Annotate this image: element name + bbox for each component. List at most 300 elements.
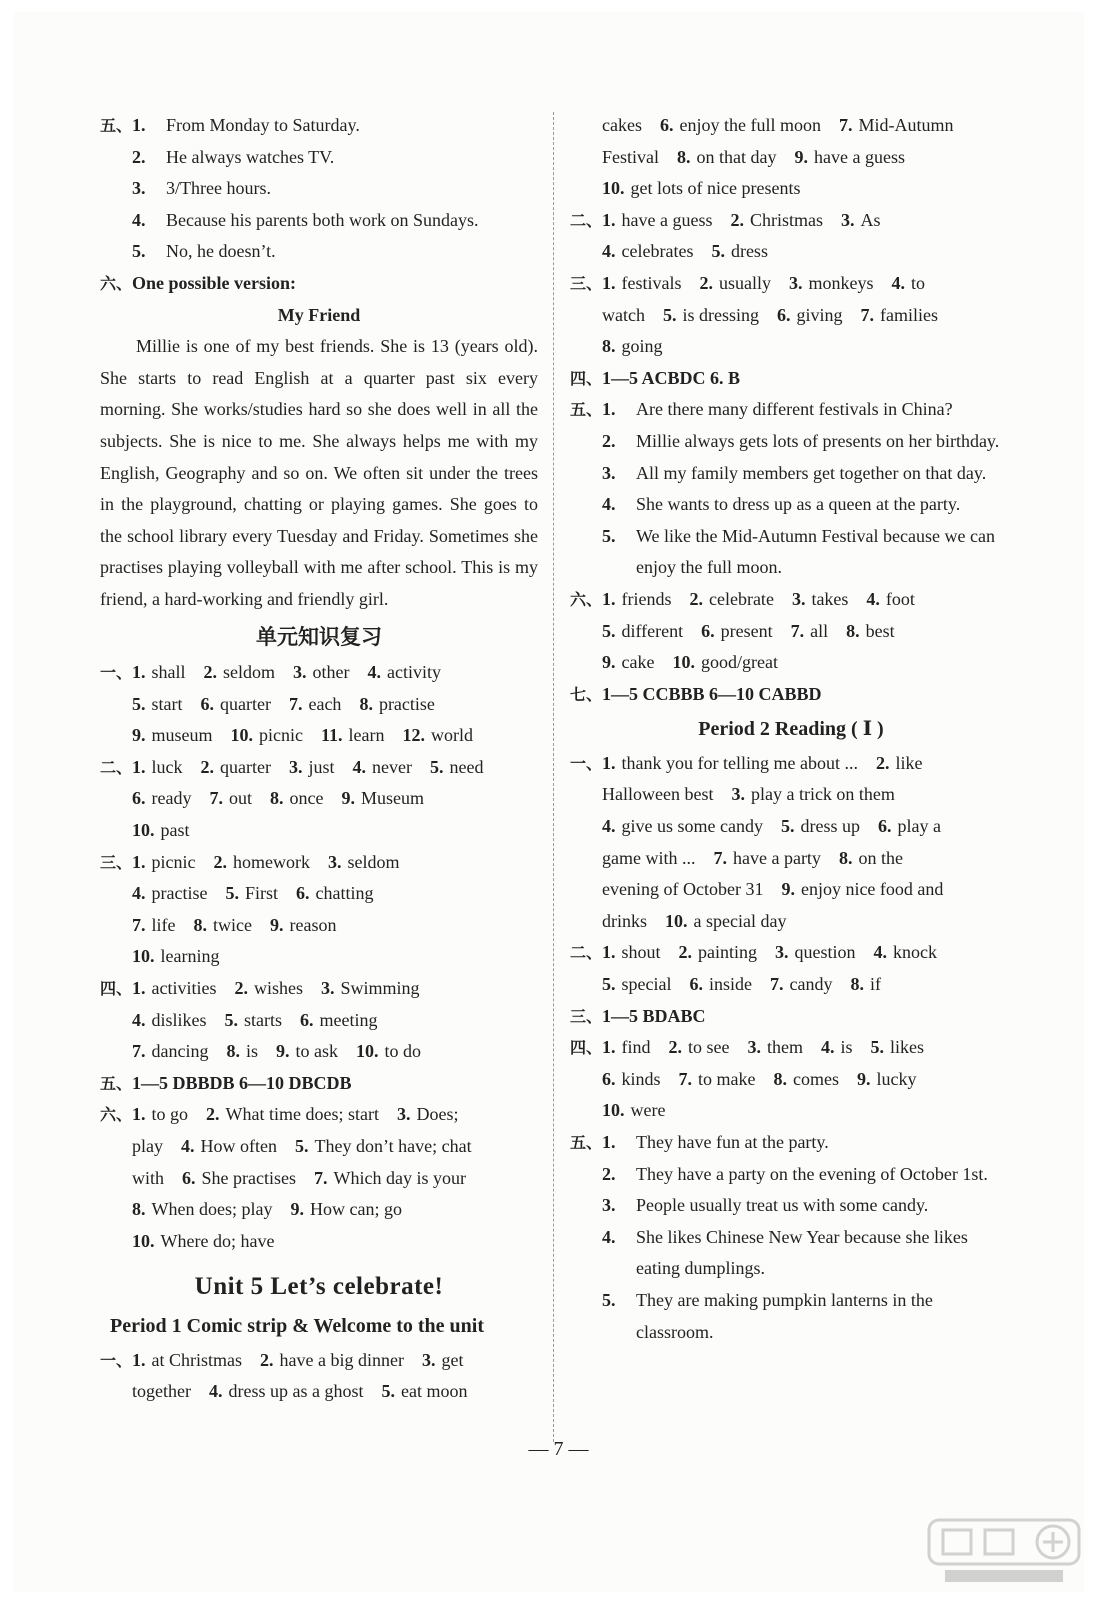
answer-item (270, 783, 323, 815)
answer-item (290, 1194, 401, 1226)
answer-number: 2. (678, 942, 693, 963)
answer-item (341, 783, 424, 815)
answer-text: dislikes (151, 1009, 207, 1030)
answer-number: 5. (711, 241, 725, 262)
answer-item (878, 811, 941, 843)
answer-item (602, 1095, 665, 1127)
answer-row (100, 720, 538, 752)
answer-number: 8. (226, 1041, 240, 1062)
answer-number: 3. (747, 1037, 761, 1058)
answer-number: 6. (602, 1068, 616, 1089)
answer-item (194, 910, 252, 942)
answer-number: 10. (356, 1041, 379, 1062)
answer-text: dress (730, 241, 768, 262)
answer-item (321, 720, 385, 752)
answer-number: 5. (225, 883, 239, 904)
review-6 (100, 1099, 538, 1257)
answer-text: They are making pumpkin lanterns in the classroom. (636, 1289, 933, 1342)
answer-row (570, 394, 1012, 426)
answer-text: have a guess (621, 209, 713, 230)
review-heading: 单元知识复习 (256, 624, 382, 649)
answer-item (679, 937, 758, 969)
answer-number: 5. (780, 816, 795, 837)
answer-number: 1. (132, 756, 146, 777)
answer-text: find (621, 1037, 651, 1058)
answer-row (100, 1005, 538, 1037)
answer-number: 2. (213, 851, 227, 872)
answer-item (381, 1376, 467, 1408)
answer-number: 3. (320, 978, 335, 999)
answer-row (570, 268, 1012, 300)
answer-number: 2. (260, 1349, 274, 1370)
answer-text: foot (885, 588, 915, 609)
answer-text: practise (378, 693, 435, 714)
answer-item (209, 783, 252, 815)
answer-text: Festival (602, 146, 659, 167)
answer-row (570, 874, 1012, 906)
answer-items (602, 205, 899, 237)
answer-item (132, 1226, 274, 1258)
answer-text: First (244, 883, 278, 904)
column-divider (553, 112, 554, 1442)
section-prefix: 五、 (570, 400, 603, 420)
answer-text: to go (151, 1104, 189, 1125)
answer-text: meeting (319, 1009, 378, 1030)
answer-number: 10. (602, 178, 625, 199)
answer-items (602, 906, 804, 938)
answer-row (100, 1036, 538, 1068)
answer-row (570, 811, 1012, 843)
period-2-q1 (570, 748, 1012, 938)
answer-item (892, 268, 926, 300)
answer-number: 3. (421, 1349, 436, 1370)
answer-text: drinks (602, 910, 647, 931)
section-prefix: 一、 (100, 1350, 133, 1370)
answer-number: 6. (689, 974, 703, 995)
answer-text: twice (213, 914, 252, 935)
answer-text: 1—5 ACBDC 6. B (602, 367, 741, 388)
answer-row (100, 689, 538, 721)
answer-text: takes (811, 588, 849, 609)
answer-number: 1. (132, 115, 146, 135)
answer-text: enjoy the full moon (679, 115, 821, 135)
answer-number: 10. (230, 725, 253, 746)
answer-text: a special day (693, 910, 787, 931)
answer-text: lucky (876, 1068, 917, 1089)
answer-item (602, 584, 671, 616)
answer-text: All my family members get together on that day. (636, 462, 987, 483)
answer-item (402, 720, 473, 752)
answer-number: 10. (665, 910, 688, 931)
answer-number: 5. (602, 1289, 616, 1310)
answer-items (132, 1226, 292, 1258)
answer-item (367, 657, 440, 689)
answer-row (100, 847, 538, 879)
answer-row (570, 1190, 1012, 1222)
answer-item (356, 1036, 421, 1068)
answer-item (672, 647, 777, 679)
answer-row (570, 969, 1012, 1001)
answer-row (570, 906, 1012, 938)
answer-number: 8. (850, 974, 864, 995)
period-1-q5 (570, 394, 1012, 584)
answer-number: 7. (790, 620, 805, 641)
answer-item (206, 1099, 379, 1131)
answer-item (132, 752, 183, 784)
answer-items (132, 720, 491, 752)
answer-item (660, 110, 821, 142)
answer-text: Halloween best (602, 784, 714, 805)
answer-number: 6. (776, 304, 791, 325)
answer-item (602, 874, 763, 906)
answer-row (100, 815, 538, 847)
answer-number: 10. (672, 652, 695, 673)
answer-item (602, 906, 647, 938)
answer-item (874, 937, 938, 969)
answer-item (132, 783, 191, 815)
answer-text: to do (384, 1041, 422, 1062)
answer-item (328, 847, 400, 879)
answer-item (132, 689, 183, 721)
answer-items (602, 110, 971, 142)
section-prefix: 一、 (100, 663, 133, 683)
answer-number: 7. (288, 693, 303, 714)
answer-item (602, 331, 663, 363)
answer-number: 1. (132, 1349, 146, 1370)
answer-item (321, 973, 420, 1005)
answer-item (201, 689, 271, 721)
answer-text: present (720, 620, 773, 641)
answer-number: 6. (182, 1167, 196, 1188)
answer-item (209, 1376, 363, 1408)
answer-item (821, 1032, 853, 1064)
answer-number: 4. (602, 816, 616, 837)
answer-number: 6. (200, 693, 214, 714)
review-4 (100, 973, 538, 1068)
answer-item (602, 843, 695, 875)
answer-text: practise (151, 883, 208, 904)
answer-items (132, 910, 354, 942)
answer-item (794, 142, 904, 174)
answer-items (132, 657, 459, 689)
answer-item (792, 584, 848, 616)
answer-text: dancing (151, 1041, 209, 1062)
answer-item (204, 657, 276, 689)
answer-text: activity (386, 662, 441, 683)
answer-text: Mid-Autumn (858, 115, 954, 135)
answer-number: 3. (840, 209, 855, 230)
answer-text: life (151, 914, 176, 935)
answer-number: 4. (602, 1226, 616, 1247)
answer-item (132, 1005, 207, 1037)
answer-number: 6. (659, 115, 674, 135)
answer-item (602, 969, 671, 1001)
answer-item (132, 878, 207, 910)
section-5 (100, 110, 538, 268)
answer-number: 10. (132, 820, 155, 841)
section-prefix: 五、 (100, 116, 133, 135)
answer-items (132, 1005, 396, 1037)
answer-items (602, 268, 943, 300)
answer-number: 3. (293, 662, 307, 683)
answer-text: families (880, 304, 938, 325)
answer-text: were (630, 1100, 666, 1121)
answer-item (602, 811, 763, 843)
answer-number: 9. (276, 1041, 290, 1062)
answer-number: 4. (866, 588, 880, 609)
answer-item (225, 878, 278, 910)
answer-text: He always watches TV. (166, 146, 335, 167)
answer-number: 4. (891, 272, 905, 293)
answer-number: 7. (209, 788, 223, 809)
answer-number: 5. (429, 756, 444, 777)
answer-text: picnic (151, 851, 196, 872)
answer-number: 3. (789, 272, 803, 293)
answer-item (225, 1005, 283, 1037)
answer-text: different (621, 620, 684, 641)
answer-row (570, 1064, 1012, 1096)
answer-number: 5. (602, 974, 616, 995)
answer-text: From Monday to Saturday. (166, 115, 360, 135)
answer-items (132, 878, 391, 910)
answer-item (861, 300, 938, 332)
answer-number: 1. (602, 588, 616, 609)
answer-number: 3. (775, 942, 789, 963)
answer-text: good/great (700, 652, 778, 673)
answer-number: 4. (820, 1037, 835, 1058)
answer-number: 5. (294, 1136, 309, 1156)
answer-number: 5. (870, 1037, 884, 1058)
answer-row (100, 110, 538, 142)
answer-row (570, 426, 1012, 458)
answer-text: We like the Mid-Autumn Festival because we can enjoy the full moon. (636, 525, 995, 578)
answer-item (132, 847, 195, 879)
answer-text: celebrates (621, 241, 694, 262)
answer-number: 8. (677, 146, 691, 167)
answer-number: 2. (602, 1163, 616, 1184)
answer-text: give us some candy (621, 816, 763, 837)
answer-number: 7. (769, 974, 784, 995)
answer-item (132, 657, 186, 689)
answer-text: giving (796, 304, 843, 325)
answer-items (602, 616, 913, 648)
answer-number: 8. (270, 788, 284, 809)
answer-items (602, 236, 786, 268)
answer-items (602, 874, 961, 906)
answer-items (602, 173, 818, 205)
answer-number: 1. (602, 1037, 616, 1058)
answer-number: 2. (234, 978, 248, 999)
answer-item (876, 748, 923, 780)
answer-items (602, 779, 913, 811)
answer-number: 5. (662, 304, 677, 325)
answer-item (602, 205, 712, 237)
answer-text: if (869, 974, 881, 995)
answer-items (132, 815, 208, 847)
answer-items (132, 1036, 439, 1068)
answer-items (602, 300, 956, 332)
answer-number: 12. (402, 725, 425, 746)
answer-text: cake (621, 652, 655, 673)
answer-number: 2. (730, 209, 744, 230)
answer-item (602, 300, 645, 332)
answer-text: She wants to dress up as a queen at the party. (636, 494, 961, 515)
answer-row (570, 489, 1012, 521)
answer-text: monkeys (808, 272, 874, 293)
answer-text: going (621, 336, 663, 357)
answer-item (201, 752, 271, 784)
answer-text: usually (719, 272, 771, 293)
answer-row (100, 1163, 538, 1195)
answer-text: dress up as a ghost (228, 1381, 364, 1402)
answer-number: 4. (352, 756, 366, 777)
answer-row (100, 1131, 538, 1163)
answer-items (132, 1131, 490, 1163)
answer-text: out (228, 788, 252, 809)
answer-text: homework (232, 851, 310, 872)
section-prefix: 三、 (100, 852, 133, 872)
answer-item (352, 752, 411, 784)
answer-text: is dressing (682, 304, 759, 325)
answer-item (260, 1345, 404, 1377)
answer-item (397, 1099, 459, 1131)
answer-item (602, 1032, 651, 1064)
answer-text: friends (621, 588, 672, 609)
answer-number: 2. (875, 752, 890, 773)
answer-number: 4. (132, 883, 146, 904)
answer-item (132, 973, 216, 1005)
answer-item (231, 720, 303, 752)
answer-item (289, 689, 341, 721)
answer-text: to see (688, 1037, 730, 1058)
answer-text: eat moon (400, 1381, 468, 1402)
answer-text: kinds (621, 1068, 661, 1089)
answer-text: to make (698, 1068, 756, 1089)
answer-row (570, 1032, 1012, 1064)
answer-row (570, 1285, 1012, 1348)
answer-row (100, 657, 538, 689)
answer-row (100, 941, 538, 973)
answer-text: wishes (253, 978, 303, 999)
answer-text: play a trick on them (750, 784, 895, 805)
answer-text: learn (348, 725, 385, 746)
answer-number: 7. (678, 1068, 693, 1089)
answer-number: 9. (341, 788, 355, 809)
answer-text: dress up (800, 816, 860, 837)
answer-item (789, 268, 874, 300)
answer-row (570, 748, 1012, 780)
section-prefix: 六、 (100, 273, 133, 293)
answer-number: 1. (132, 978, 146, 999)
answer-item (132, 815, 190, 847)
answer-number: 6. (701, 620, 715, 641)
answer-item (300, 1005, 377, 1037)
answer-text: activities (151, 978, 217, 999)
answer-text: They have fun at the party. (636, 1132, 829, 1152)
answer-number: 8. (193, 914, 207, 935)
answer-item (850, 969, 881, 1001)
answer-text: How can; go (309, 1199, 402, 1220)
answer-text: question (794, 942, 856, 963)
answer-row (570, 521, 1012, 584)
answer-number: 2. (668, 1037, 682, 1058)
answer-number: 1. (132, 662, 146, 683)
answer-items (132, 941, 237, 973)
answer-item (791, 616, 829, 648)
answer-number: 5. (132, 693, 146, 714)
answer-item (132, 941, 219, 973)
answer-item (296, 878, 373, 910)
answer-items (602, 1095, 683, 1127)
answer-number: 2. (206, 1104, 220, 1125)
answer-item (713, 843, 820, 875)
answer-number: 7. (132, 914, 146, 935)
answer-number: 7. (713, 847, 727, 868)
answer-number: 11. (320, 725, 343, 746)
answer-item (289, 752, 335, 784)
answer-text: have a big dinner (279, 1349, 404, 1370)
answer-row (100, 142, 538, 174)
answer-number: 10. (132, 946, 155, 967)
answer-number: 4. (132, 209, 146, 230)
answer-number: 5. (602, 620, 616, 641)
answer-item (293, 657, 349, 689)
answer-text: like (895, 752, 923, 773)
answer-items (132, 1345, 481, 1377)
answer-number: 2. (689, 588, 703, 609)
answer-item (689, 969, 752, 1001)
answer-number: 4. (602, 241, 616, 262)
answer-number: 5. (602, 525, 616, 546)
unit-title: Unit 5 Let’s celebrate! (194, 1273, 444, 1301)
answer-row (100, 236, 538, 268)
answer-item (781, 874, 943, 906)
answer-text: They have a party on the evening of October 1st. (636, 1163, 988, 1184)
answer-text: 1—5 DBBDB 6—10 DBCDB (132, 1072, 352, 1093)
answer-row (570, 937, 1012, 969)
answer-number: 8. (132, 1199, 146, 1220)
answer-row (100, 1099, 538, 1131)
answer-number: 3. (602, 462, 616, 483)
section-prefix: 六、 (100, 1105, 133, 1125)
answer-number: 9. (856, 1068, 871, 1089)
answer-number: 1. (132, 1104, 146, 1125)
answer-number: 4. (602, 494, 616, 515)
answer-item (781, 811, 860, 843)
answer-row (100, 910, 538, 942)
answer-item (677, 142, 776, 174)
answer-row (100, 752, 538, 784)
answer-item (132, 1099, 188, 1131)
review-5 (100, 1068, 538, 1100)
section-prefix: 二、 (570, 210, 603, 230)
answer-item (841, 205, 881, 237)
answer-number: 1. (602, 1132, 616, 1152)
answer-item (602, 268, 682, 300)
answer-item (602, 173, 800, 205)
answer-text: 3/Three hours. (166, 178, 271, 199)
right-column (570, 110, 1012, 1348)
answer-number: 7. (314, 1167, 328, 1188)
answer-row (100, 1376, 538, 1408)
answer-item (602, 110, 642, 142)
answer-text: at Christmas (151, 1349, 242, 1370)
answer-text: quarter (220, 693, 271, 714)
answer-item (747, 1032, 803, 1064)
answer-row (100, 1226, 538, 1258)
answer-item (679, 1064, 756, 1096)
answer-number: 7. (838, 115, 853, 135)
